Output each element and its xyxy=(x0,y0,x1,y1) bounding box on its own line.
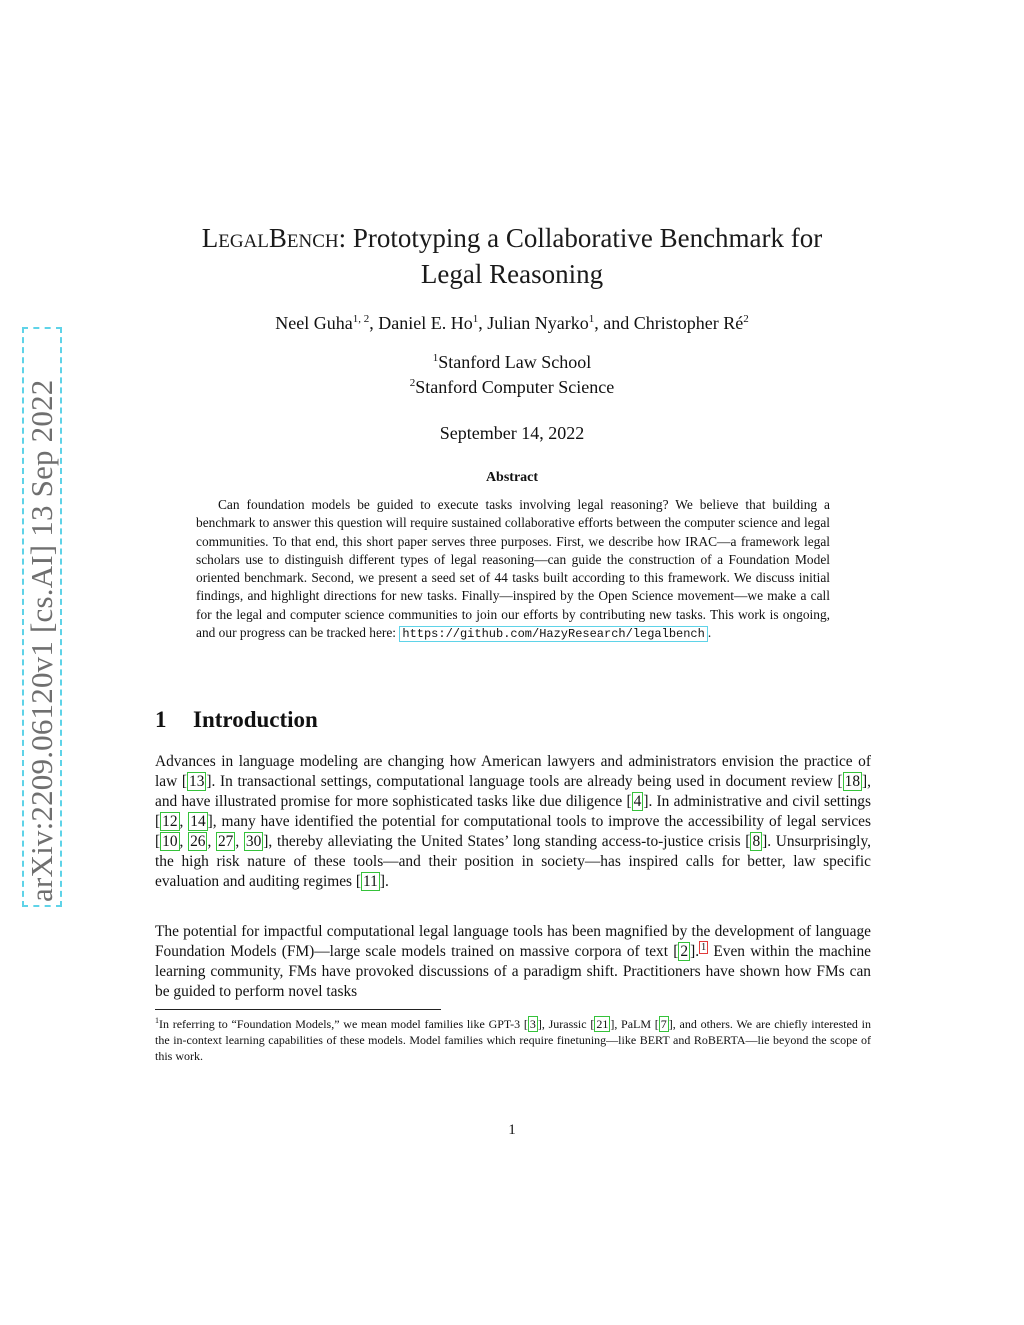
title-benchmark-name: LegalBench xyxy=(201,223,339,253)
paper-title xyxy=(150,220,874,292)
citation-link[interactable]: 2 xyxy=(680,943,689,960)
footnote-text: ], Jurassic [ xyxy=(537,1017,595,1031)
author-name: , and Christopher Ré xyxy=(594,313,744,333)
affil-name: Stanford Computer Science xyxy=(415,377,615,397)
citation-link[interactable]: 14 xyxy=(190,813,206,830)
affiliation xyxy=(150,377,874,398)
footnote-rule xyxy=(155,1009,441,1010)
citation-link[interactable]: 8 xyxy=(752,833,761,850)
paragraph-text: ]. Unsurprisingly, the high risk nature of these tools—and their position in society—has inspired calls for better, law specific evaluation and auditing regimes [ xyxy=(155,833,871,890)
citation-link[interactable]: 26 xyxy=(190,833,206,850)
author-affil-mark: 1 xyxy=(472,313,479,325)
repository-link[interactable]: https://github.com/HazyResearch/legalbench xyxy=(399,626,707,642)
section-title-text: Introduction xyxy=(193,707,318,732)
paragraph-text: Advances in language modeling are changing how American lawyers and administrators envision the practice of law [ xyxy=(155,753,871,790)
citation-link[interactable]: 30 xyxy=(245,833,262,850)
footnote-marker[interactable]: 1 xyxy=(701,941,707,953)
paragraph-text: ], thereby alleviating the United States’ long standing access-to-justice crisis [ xyxy=(263,833,751,850)
title-line1: : Prototyping a Collaborative Benchmark for xyxy=(338,223,823,253)
paragraph-text: , xyxy=(179,833,189,850)
author-affil-mark: 2 xyxy=(743,313,749,325)
paragraph-text: ]. xyxy=(690,943,700,960)
citation-link[interactable]: 11 xyxy=(363,873,378,890)
paragraph-text: , xyxy=(235,833,244,850)
arxiv-identifier-stamp[interactable]: arXiv:2209.06120v1 [cs.AI] 13 Sep 2022 xyxy=(22,327,62,907)
abstract-body xyxy=(196,496,830,643)
citation-link[interactable]: 12 xyxy=(162,813,178,830)
citation-link[interactable]: 10 xyxy=(162,833,178,850)
abstract-text: Can foundation models be guided to execute tasks involving legal reasoning? We believe that building a benchmark to answer this question will require sustained collaborative efforts between the computer science and legal communities. To that end, this short paper serves three purposes. First, we describe how IRAC—a framework legal scholars use to distinguish different types of legal reasoning—can guide the construction of a Foundation Model oriented benchmark. Second, we present a seed set of 44 tasks built according to this framework. We discuss initial findings, and highlight directions for new tasks. Finally—inspired by the Open Science movement—we make a call for the legal and computer science communities to join our efforts by contributing new tasks. This work is ongoing, and our progress can be tracked here: xyxy=(196,497,830,641)
paragraph-text: ], and have illustrated promise for more sophisticated tasks like due diligence [ xyxy=(155,773,871,810)
author-name: , Julian Nyarko xyxy=(478,313,589,333)
citation-link[interactable]: 3 xyxy=(529,1017,536,1031)
citation-link[interactable]: 7 xyxy=(660,1017,667,1031)
footnote xyxy=(155,1013,871,1064)
affil-mark: 2 xyxy=(409,377,416,389)
paragraph-text: ]. In administrative and civil settings [ xyxy=(155,793,871,830)
footnote-text: ], and others. We are chiefly interested in the in-context learning capabilities of these models. Model families which require finetuning—like BERT and RoBERTA—lie beyond the scope of this work. xyxy=(155,1017,871,1063)
citation-link[interactable]: 21 xyxy=(596,1017,609,1031)
footnote-number: 1 xyxy=(155,1016,159,1025)
section-number: 1 xyxy=(155,707,167,732)
author-list xyxy=(150,313,874,334)
paragraph-text: ]. xyxy=(379,873,389,890)
citation-link[interactable]: 18 xyxy=(844,773,861,790)
intro-paragraph-1 xyxy=(155,752,871,892)
citation-link[interactable]: 13 xyxy=(189,773,205,790)
intro-paragraph-2 xyxy=(155,922,871,1002)
paragraph-text: ], many have identified the potential for computational tools to improve the accessibility of legal services [ xyxy=(155,813,871,850)
paragraph-text: , xyxy=(179,813,189,830)
abstract-heading: Abstract xyxy=(485,470,539,485)
paragraph-text: , xyxy=(207,833,216,850)
page-number: 1 xyxy=(508,1122,516,1138)
paragraph-text: Even within the machine learning community, FMs have provoked discussions of a paradigm shift. Practitioners have shown how FMs can be guided to perform novel tasks xyxy=(155,943,872,1000)
affil-mark: 1 xyxy=(432,352,439,364)
paragraph-text: The potential for impactful computational legal language tools has been magnified by the development of language Foundation Models (FM)—large scale models trained on massive corpora of text [ xyxy=(155,923,871,960)
publication-date: September 14, 2022 xyxy=(439,423,585,443)
affil-name: Stanford Law School xyxy=(438,352,592,372)
citation-link[interactable]: 27 xyxy=(217,833,234,850)
footnote-text: In referring to “Foundation Models,” we mean model families like GPT-3 [ xyxy=(159,1017,528,1031)
author-name: Neel Guha xyxy=(275,313,353,333)
footnote-text: ], PaLM [ xyxy=(610,1017,659,1031)
author-name: , Daniel E. Ho xyxy=(369,313,473,333)
paragraph-text: ]. In transactional settings, computational language tools are already being used in document review [ xyxy=(206,773,843,790)
section-heading xyxy=(155,707,318,733)
title-line2: Legal Reasoning xyxy=(420,259,604,289)
author-affil-mark: 1, 2 xyxy=(352,313,370,325)
citation-link[interactable]: 4 xyxy=(633,793,642,810)
abstract-end: . xyxy=(707,625,712,641)
affiliation xyxy=(150,352,874,373)
author-affil-mark: 1 xyxy=(588,313,595,325)
